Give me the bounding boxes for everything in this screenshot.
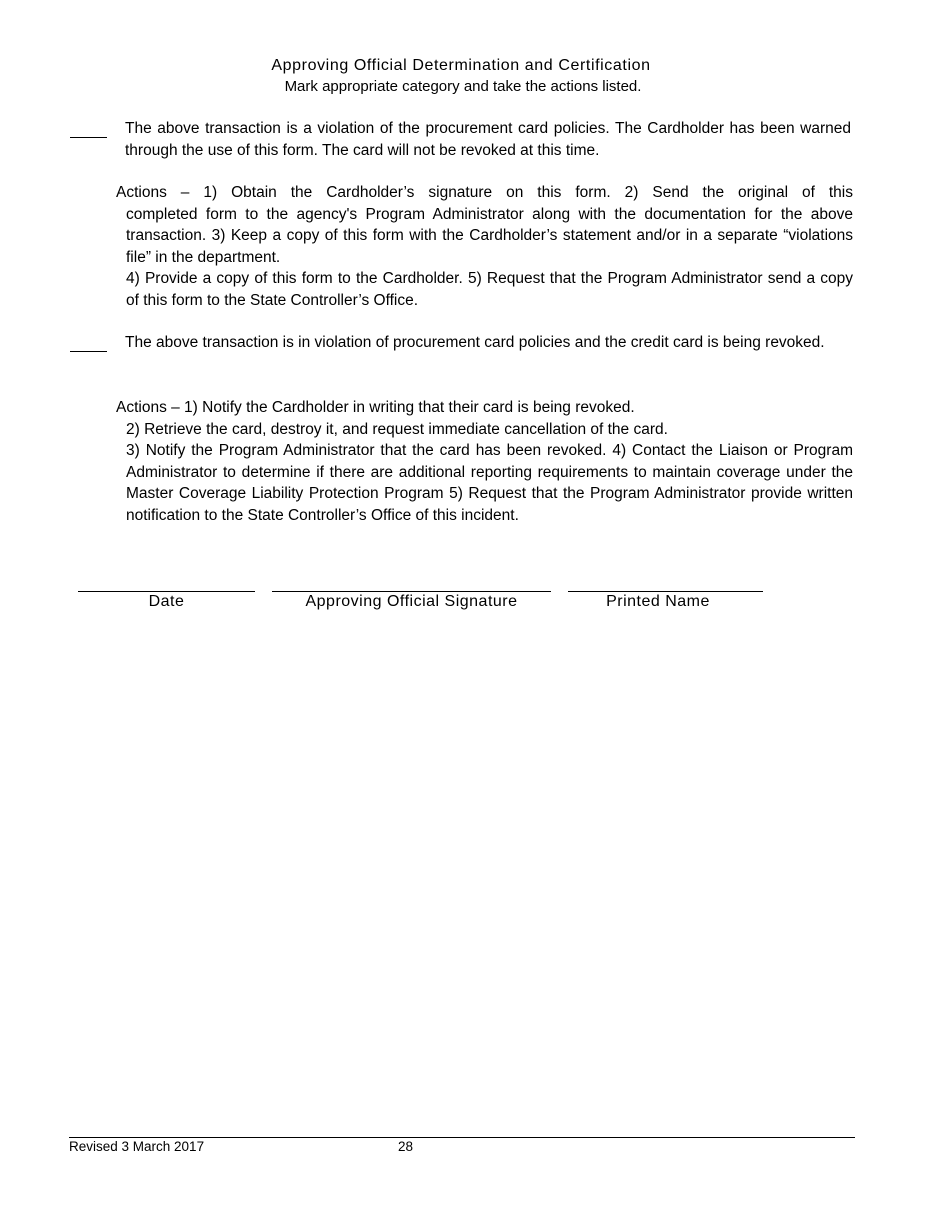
category-1-actions-first-line: Actions – 1) Obtain the Cardholder’s signature on this form. 2) Send the original of this	[116, 184, 853, 201]
form-title: Approving Official Determination and Certification	[271, 57, 651, 74]
form-subtitle: Mark appropriate category and take the actions listed.	[284, 78, 642, 95]
category-2-actions-body	[126, 419, 853, 527]
signature-label: Approving Official Signature	[305, 593, 518, 610]
category-2-statement: The above transaction is in violation of procurement card policies and the credit card is being revoked.	[125, 334, 825, 351]
printed-name-label: Printed Name	[606, 593, 710, 610]
category-1-actions-final: 4) Provide a copy of this form to the Cardholder. 5) Request that the Program Administrator send a copy of this form to the State Controller’s Office.	[126, 270, 853, 309]
category-2-actions-line2: 2) Retrieve the card, destroy it, and request immediate cancellation of the card.	[126, 420, 668, 438]
page-number: 28	[398, 1139, 414, 1154]
date-label: Date	[148, 593, 185, 610]
category-1-actions-body	[126, 204, 853, 312]
category-2-actions-first-line: Actions – 1) Notify the Cardholder in writing that their card is being revoked.	[116, 399, 635, 416]
category-2-actions-text: 3) Notify the Program Administrator that the card has been revoked. 4) Contact the Liaison or Program Administrator to determine if there are additional reporting requirements to maintain coverage under the Master Coverage Liability Protection Program 5) Request that the Program Administrator provide written notification to the State Controller’s Office of this incident.	[126, 442, 853, 524]
category-2-checkbox-blank[interactable]	[70, 351, 107, 352]
category-1-statement: The above transaction is a violation of the procurement card policies. The Cardholder has been warned through the use of this form. The card will not be revoked at this time.	[125, 120, 851, 159]
revised-date: Revised 3 March 2017	[69, 1139, 205, 1154]
category-1-actions-text: completed form to the agency's Program Administrator along with the documentation for the above transaction. 3) Keep a copy of this form with the Cardholder’s statement and/or in a separate “violations file” in the department.	[126, 205, 853, 266]
category-1-checkbox-blank[interactable]	[70, 137, 107, 138]
